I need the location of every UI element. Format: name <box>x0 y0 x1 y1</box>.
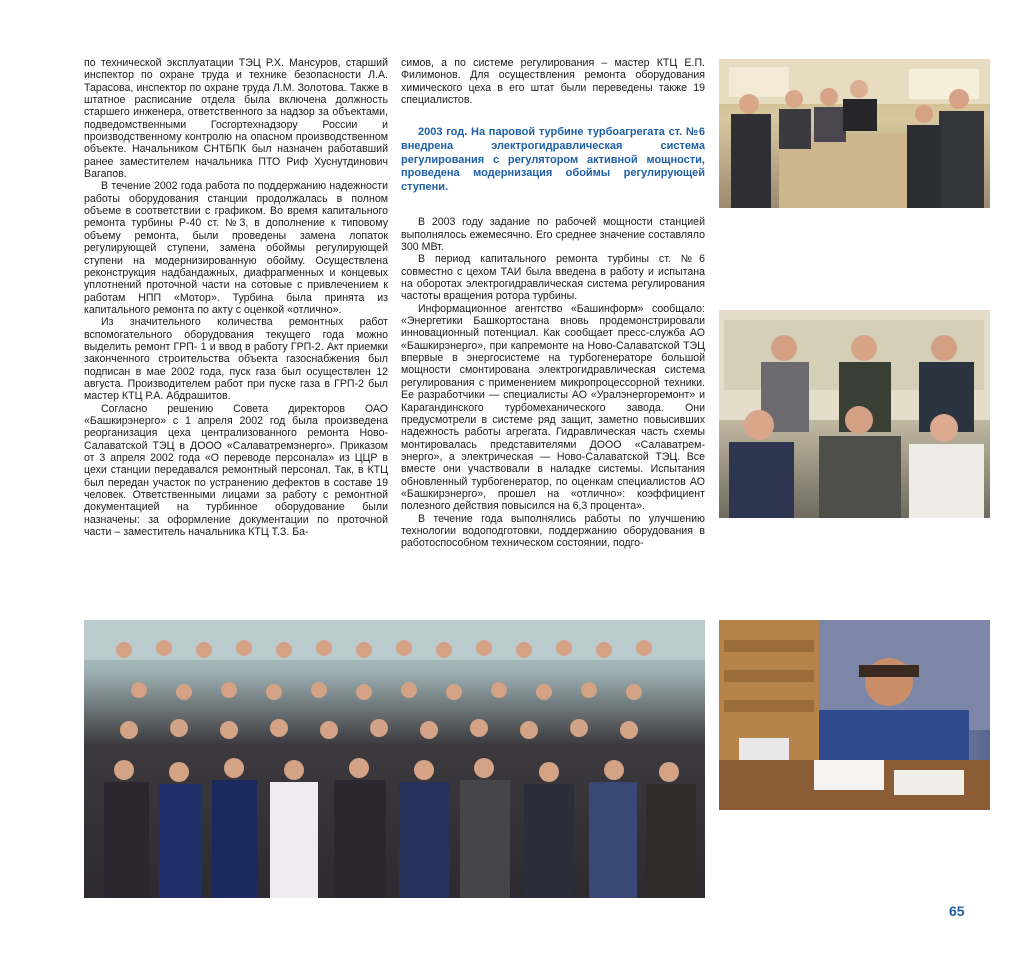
photo-meeting <box>719 59 990 208</box>
section-headline: 2003 год. На паровой турбине турбоагрегата ст. №6 внедрена электрогидравлическая система регулирования с регулятором активной мощности, проведена модернизация обоймы регулирующей ступени. <box>401 126 705 193</box>
photo-staff-group <box>84 620 705 898</box>
text-column-left <box>84 57 388 538</box>
paragraph: В 2003 году задание по рабочей мощности станцией выполнялось ежемесячно. Его среднее значение составляло 300 МВт. <box>401 216 705 254</box>
paragraph: В течение года выполнялись работы по улучшению технологии водоподготовки, поддержанию оборудования в работоспособном техническом состоянии, подго- <box>401 512 705 550</box>
paragraph: по технической эксплуатации ТЭЦ Р.Х. Мансуров, старший инспектор по охране труда и технике безопасности Л.А. Тарасова, инспектор по охране труда Л.М. Золотова. Также в штатное расписание отдела была включена должность старшего инженера, ответственного за надзор за объектами, подведомственными Госгортехнадзору России и производственному контролю на опасном производственном объекте. Начальником СНТБПК был назначен работавший ранее заместителем начальника ПТО Риф Хуснутдинович Вагапов. <box>84 57 388 181</box>
text-column-right <box>401 57 705 550</box>
paragraph: Информационное агентство «Башинформ» сообщало: «Энергетики Башкортостана вновь продемонстрировали инновационный потенциал. Как сообщает пресс-служба АО «Башкирэнерго», при капремонте на Ново-Салаватской ТЭЦ впервые в энергосистеме на турбогенераторе большой мощности смонтирована электрогидравлическая система регулирования с применением микропроцессорной техники. Ее разработчики — специалисты АО «Уралэнергоремонт» и Карагандинского турбомеханического завода. Они предусмотрели в системе ряд защит, заметно повысивших надежность работы агрегата. Гидравлическая часть схемы монтировалась представителями ДООО «Салаватремэнерго», а электрическая — Ново-Салаватской ТЭЦ. Все вместе они участвовали в наладке системы. Испытания обновленный турбогенератор, по оценкам специалистов АО «Башкирэнерго», прошел на «отлично»: коэффициент полезного действия повысился на 6,3 процента». <box>401 302 705 513</box>
paragraph: В период капитального ремонта турбины ст. №6 совместно с цехом ТАИ была введена в работу и испытана на оборотах электрогидравлическая система регулирования частоты вращения ротора турбины. <box>401 253 705 303</box>
photo-man-at-desk <box>719 620 990 810</box>
paragraph: В течение 2002 года работа по поддержанию надежности работы оборудования станции продолжалась в полном объеме в соответствии с графиком. Во время капитального ремонта турбины Р-40 ст. №3, в дополнение к типовому объему ремонта, были проведены замена лопаток регулирующей ступени, замена обоймы регулирующей ступени на модернизированную обойму. Осуществлена реконструкция надбандажных, диафрагменных и концевых уплотнений проточной части на сотовые с привлечением к работам НПП «Мотор». Турбина была принята из капитального ремонта по акту с оценкой «отлично». <box>84 180 388 316</box>
paragraph: Из значительного количества ремонтных работ вспомогательного оборудования текущего года можно выделить ремонт ГРП- 1 и ввод в работу ГРП-2. Акт приемки законченного строительства объекта газоснабжения был подписан в мае 2002 года, пуск газа был осуществлен 12 августа. Производителем работ при пуске газа в ГРП-2 был мастер КТЦ Р.А. Абдрашитов. <box>84 316 388 403</box>
paragraph: Согласно решению Совета директоров ОАО «Башкирэнерго» с 1 апреля 2002 год была произведена реорганизация цеха централизованного ремонта Ново-Салаватской ТЭЦ в ДООО «Салаватремэнерго». Приказом от 3 апреля 2002 года «О переводе персонала» из ЦЦР в цехи станции передавался ремонтный персонал. Так, в КТЦ был передан участок по устранению дефектов в составе 19 человек. Ответственными лицами за работу с ремонтной документацией на турбинное оборудование были назначены: за оформление документации по проточной части – заместитель начальника КТЦ Т.З. Ба- <box>84 402 388 539</box>
photo-group-small <box>719 310 990 518</box>
paragraph: симов, а по системе регулирования – мастер КТЦ Е.П. Филимонов. Для осуществления ремонта оборудования химического цеха в его штат были переведены также 19 специалистов. <box>401 57 705 107</box>
page-number: 65 <box>949 903 965 919</box>
